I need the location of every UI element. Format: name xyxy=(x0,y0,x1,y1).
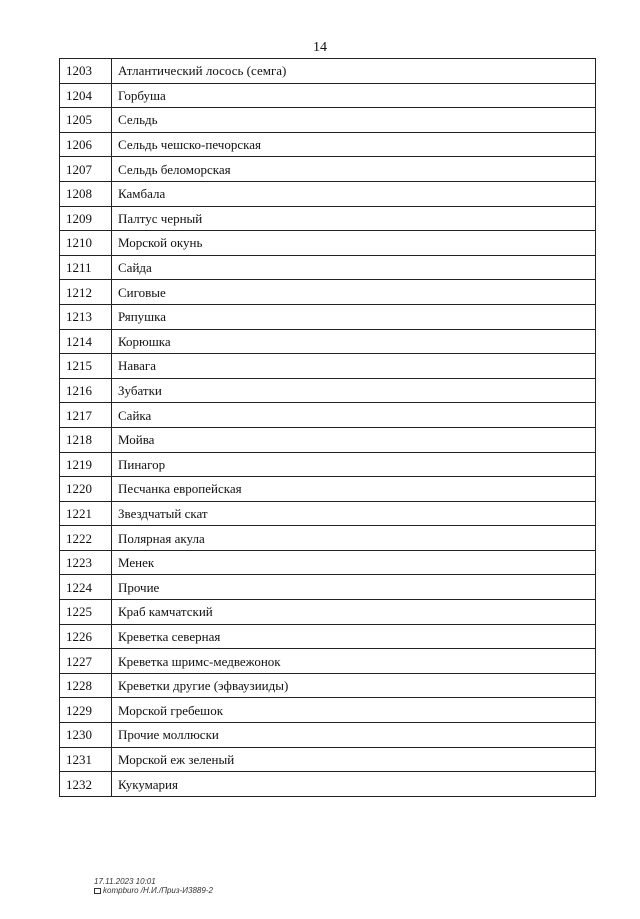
row-species-name: Песчанка европейская xyxy=(112,477,596,502)
table-row xyxy=(60,83,596,108)
table-row xyxy=(60,231,596,256)
table-row xyxy=(60,181,596,206)
row-species-name: Сайка xyxy=(112,403,596,428)
document-footer xyxy=(94,877,213,895)
species-table-body xyxy=(60,59,596,797)
row-species-name: Креветка шримс-медвежонок xyxy=(112,649,596,674)
table-row xyxy=(60,452,596,477)
row-species-name: Креветки другие (эфваузииды) xyxy=(112,673,596,698)
row-code: 1203 xyxy=(60,59,112,84)
row-code: 1228 xyxy=(60,673,112,698)
table-row xyxy=(60,575,596,600)
row-species-name: Пинагор xyxy=(112,452,596,477)
row-species-name: Сельдь xyxy=(112,108,596,133)
row-code: 1205 xyxy=(60,108,112,133)
footer-timestamp: 17.11.2023 10:01 xyxy=(94,877,156,886)
row-code: 1213 xyxy=(60,304,112,329)
row-species-name: Горбуша xyxy=(112,83,596,108)
table-row xyxy=(60,255,596,280)
table-row xyxy=(60,132,596,157)
species-table xyxy=(59,58,596,797)
row-species-name: Краб камчатский xyxy=(112,600,596,625)
table-row xyxy=(60,157,596,182)
footer-reference: kompburo /Н.И./Приз-И3889-2 xyxy=(103,886,213,895)
table-row xyxy=(60,477,596,502)
row-species-name: Палтус черный xyxy=(112,206,596,231)
document-icon xyxy=(94,888,101,894)
row-species-name: Прочие xyxy=(112,575,596,600)
table-row xyxy=(60,304,596,329)
row-code: 1232 xyxy=(60,772,112,797)
row-species-name: Прочие моллюски xyxy=(112,723,596,748)
table-row xyxy=(60,698,596,723)
table-row xyxy=(60,723,596,748)
row-species-name: Морской еж зеленый xyxy=(112,747,596,772)
table-row xyxy=(60,649,596,674)
row-code: 1229 xyxy=(60,698,112,723)
row-species-name: Сайда xyxy=(112,255,596,280)
row-code: 1218 xyxy=(60,427,112,452)
table-row xyxy=(60,403,596,428)
table-row xyxy=(60,427,596,452)
row-code: 1216 xyxy=(60,378,112,403)
table-row xyxy=(60,526,596,551)
row-code: 1230 xyxy=(60,723,112,748)
page-number: 14 xyxy=(313,40,327,55)
table-row xyxy=(60,772,596,797)
row-species-name: Полярная акула xyxy=(112,526,596,551)
row-code: 1222 xyxy=(60,526,112,551)
row-code: 1209 xyxy=(60,206,112,231)
row-species-name: Морской окунь xyxy=(112,231,596,256)
row-species-name: Корюшка xyxy=(112,329,596,354)
row-code: 1219 xyxy=(60,452,112,477)
row-species-name: Звездчатый скат xyxy=(112,501,596,526)
row-code: 1217 xyxy=(60,403,112,428)
row-code: 1220 xyxy=(60,477,112,502)
row-code: 1231 xyxy=(60,747,112,772)
row-code: 1211 xyxy=(60,255,112,280)
row-code: 1221 xyxy=(60,501,112,526)
row-species-name: Сиговые xyxy=(112,280,596,305)
row-species-name: Морской гребешок xyxy=(112,698,596,723)
table-row xyxy=(60,501,596,526)
table-row xyxy=(60,206,596,231)
table-row xyxy=(60,673,596,698)
row-species-name: Навага xyxy=(112,354,596,379)
table-row xyxy=(60,108,596,133)
row-species-name: Ряпушка xyxy=(112,304,596,329)
row-code: 1208 xyxy=(60,181,112,206)
row-code: 1204 xyxy=(60,83,112,108)
row-code: 1214 xyxy=(60,329,112,354)
table-row xyxy=(60,329,596,354)
row-code: 1206 xyxy=(60,132,112,157)
row-code: 1215 xyxy=(60,354,112,379)
row-code: 1210 xyxy=(60,231,112,256)
table-row xyxy=(60,747,596,772)
row-code: 1212 xyxy=(60,280,112,305)
table-row xyxy=(60,550,596,575)
row-species-name: Менек xyxy=(112,550,596,575)
table-row xyxy=(60,378,596,403)
row-code: 1207 xyxy=(60,157,112,182)
row-species-name: Мойва xyxy=(112,427,596,452)
footer-reference-line xyxy=(94,886,213,895)
row-species-name: Атлантический лосось (семга) xyxy=(112,59,596,84)
table-row xyxy=(60,600,596,625)
row-species-name: Зубатки xyxy=(112,378,596,403)
table-row xyxy=(60,354,596,379)
row-code: 1225 xyxy=(60,600,112,625)
table-row xyxy=(60,59,596,84)
row-code: 1227 xyxy=(60,649,112,674)
row-species-name: Сельдь беломорская xyxy=(112,157,596,182)
row-species-name: Креветка северная xyxy=(112,624,596,649)
table-row xyxy=(60,280,596,305)
row-code: 1223 xyxy=(60,550,112,575)
row-code: 1224 xyxy=(60,575,112,600)
table-row xyxy=(60,624,596,649)
row-species-name: Сельдь чешско-печорская xyxy=(112,132,596,157)
row-species-name: Кукумария xyxy=(112,772,596,797)
row-code: 1226 xyxy=(60,624,112,649)
row-species-name: Камбала xyxy=(112,181,596,206)
